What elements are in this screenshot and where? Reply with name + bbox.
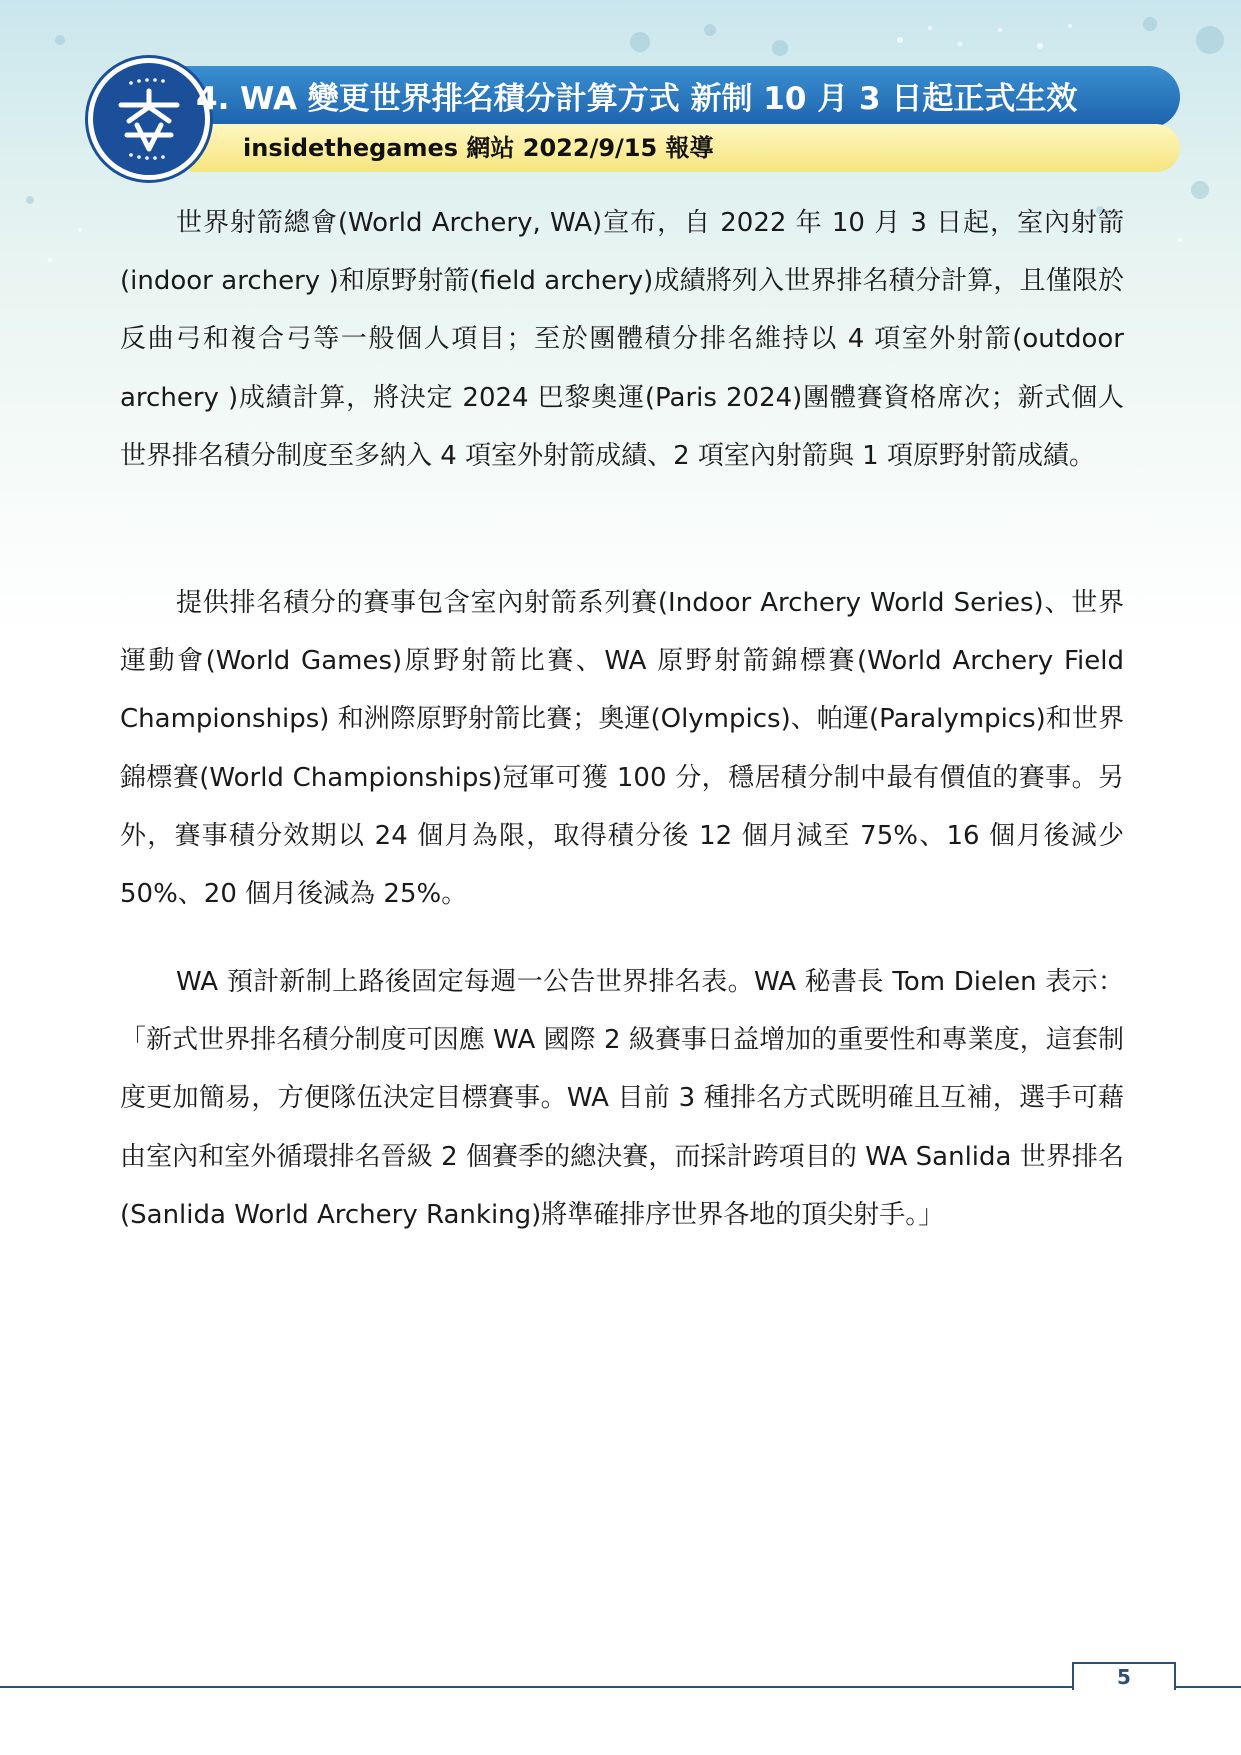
- paragraph-3: WA 預計新制上路後固定每週一公告世界排名表。WA 秘書長 Tom Dielen 表示：「新式世界排名積分制度可因應 WA 國際 2 級賽事日益增加的重要性和專業度，這套制度更加簡易，方便隊伍決定目標賽事。WA 目前 3 種排名方式既明確且互補，選手可藉由室內和室外循環排名晉級 2 個賽季的總決賽，而採計跨項目的 WA Sanlida 世界排名(Sanlida World Archery Ranking)將準確排序世界各地的頂尖射手。」: [120, 967, 1124, 1230]
- page-title: 4. WA 變更世界排名積分計算方式 新制 10 月 3 日起正式生效: [196, 81, 1078, 117]
- footer-divider: [0, 1686, 1241, 1688]
- paragraph-2: 提供排名積分的賽事包含室內射箭系列賽(Indoor Archery World Series)、世界運動會(World Games)原野射箭比賽、WA 原野射箭錦標賽(World Archery Field Championships) 和洲際原野射箭比賽；奧運(Olympics)、帕運(Paralympics)和世界錦標賽(World Championships)冠軍可獲 100 分，穩居積分制中最有價值的賽事。另外，賽事積分效期以 24 個月為限，取得積分後 12 個月減至 75%、16 個月後減少 50%、20 個月後減為 25%。: [120, 588, 1124, 910]
- paragraph-1: 世界射箭總會(World Archery, WA)宣布，自 2022 年 10 月 3 日起，室內射箭(indoor archery )和原野射箭(field archery)成績將列入世界排名積分計算，且僅限於反曲弓和複合弓等一般個人項目；至於團體積分排名維持以 4 項室外射箭(outdoor archery )成績計算，將決定 2024 巴黎奧運(Paris 2024)團體賽資格席次；新式個人世界排名積分制度至多納入 4 項室外射箭成績、2 項室內射箭與 1 項原野射箭成績。: [120, 208, 1124, 471]
- source-subtitle: insidethegames 網站 2022/9/15 報導: [243, 134, 714, 162]
- page-number: 5: [1117, 1665, 1131, 1689]
- sports-logo-icon: [88, 58, 210, 180]
